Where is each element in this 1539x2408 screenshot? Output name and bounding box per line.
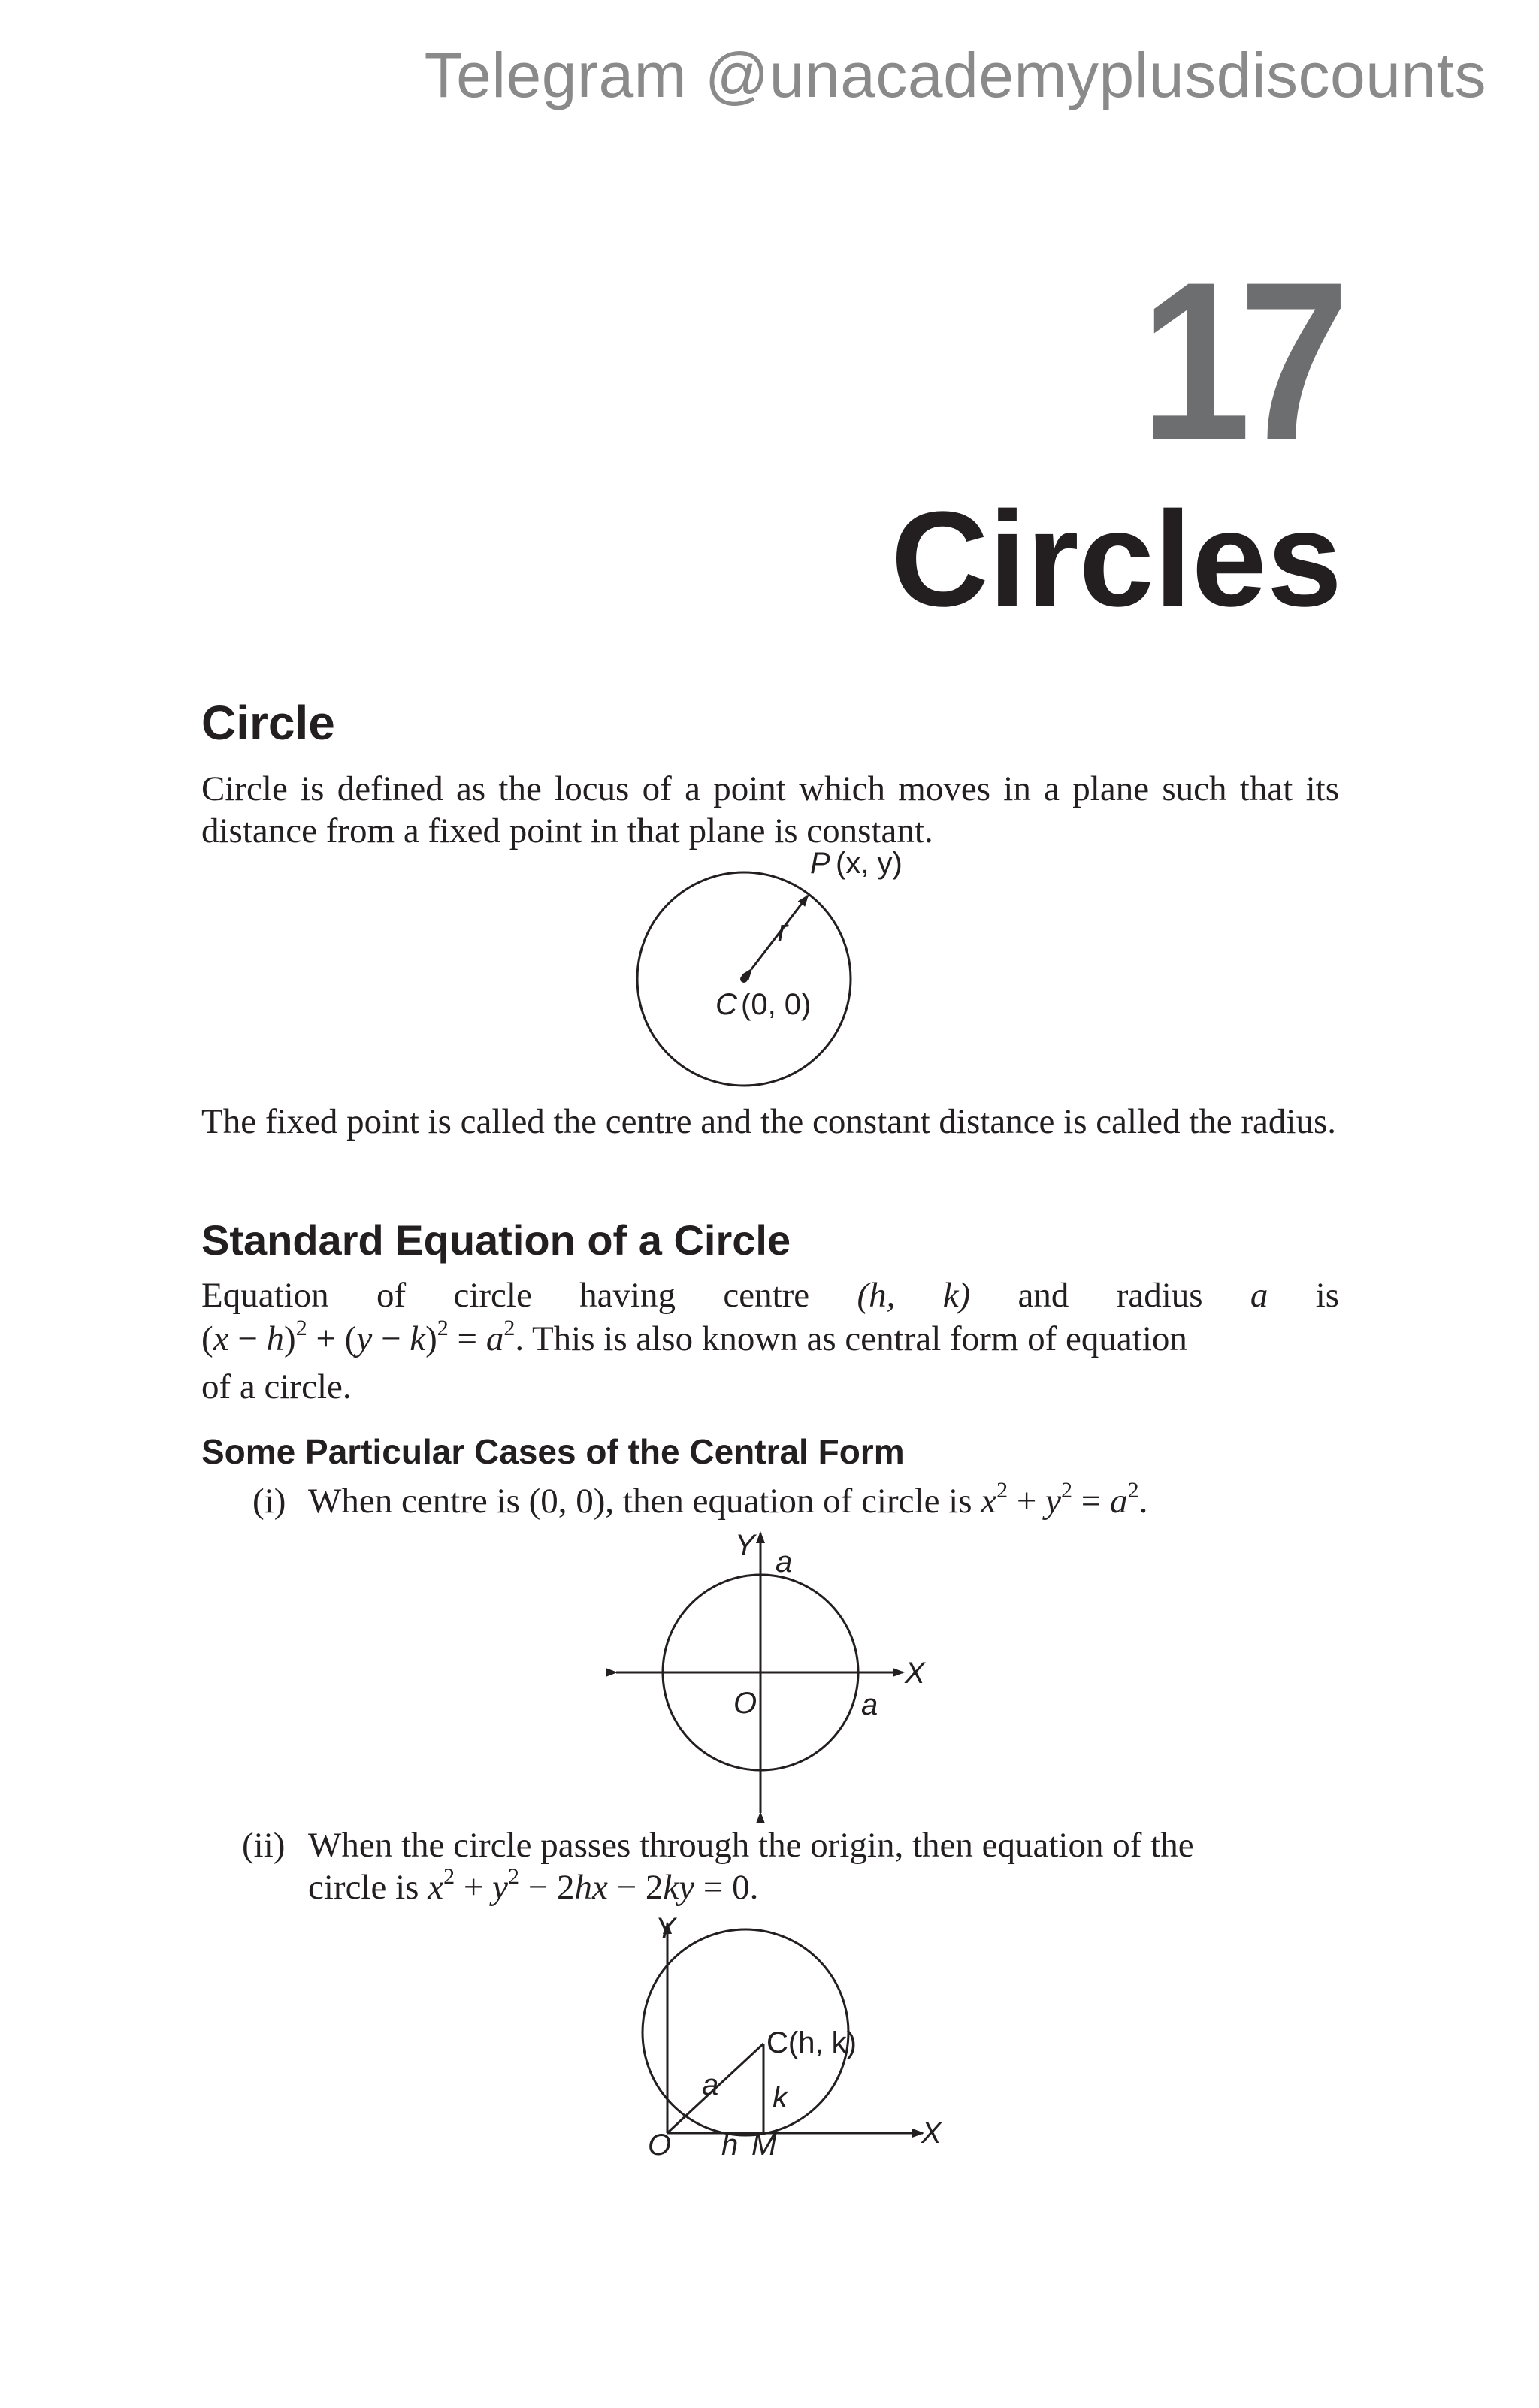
y-axis-label: Y — [655, 1912, 676, 1945]
m-label: M — [751, 2129, 777, 2162]
radius-right-label: a — [861, 1688, 878, 1721]
radius-top-label: a — [776, 1545, 793, 1579]
centre-label: C — [715, 988, 737, 1021]
figure-centre-at-origin — [609, 1525, 939, 1826]
section-heading-circle: Circle — [201, 696, 335, 750]
standard-equation-line1: Equation of circle having centre (h, k) and radius a is — [201, 1276, 1340, 1315]
centre-radius-definition: The fixed point is called the centre and the constant distance is called the radius. — [201, 1102, 1336, 1141]
radius-label: r — [778, 914, 788, 947]
centre-label: C(h, k) — [766, 2026, 857, 2059]
point-p-coords: (x, y) — [836, 847, 903, 880]
section-heading-standard-equation: Standard Equation of a Circle — [201, 1216, 791, 1264]
x-axis-label: X — [905, 1657, 925, 1690]
standard-equation-line2: $(x - h)^2 + (y - k)^2 = a^2$. This is also known as central form of equation — [201, 1316, 1187, 1358]
centre-coords: (0, 0) — [741, 988, 812, 1021]
point-p-label: P — [810, 847, 830, 880]
section-heading-particular-cases: Some Particular Cases of the Central Form — [201, 1432, 905, 1471]
radius-label: a — [702, 2068, 719, 2101]
case-2-line2: circle is $x^2 + y^2 - 2hx - 2ky = 0$. — [308, 1864, 759, 1907]
figure-circle-definition — [616, 847, 917, 1097]
h-label: h — [721, 2129, 739, 2162]
watermark: Telegram @unacademyplusdiscounts — [424, 40, 1486, 110]
circle-definition: Circle is defined as the locus of a point which moves in a plane such that its distance from a fixed point in that plane is constant. — [201, 769, 1339, 851]
case-2-number: (ii) — [242, 1826, 286, 1865]
origin-label: O — [733, 1687, 757, 1720]
origin-label: O — [648, 2129, 672, 2162]
k-label: k — [773, 2081, 788, 2114]
chapter-number: 17 — [1141, 234, 1338, 487]
case-1-text: When centre is (0, 0), then equation of circle is $x^2 + y^2 = a^2$. — [308, 1478, 1148, 1521]
case-2-line1: When the circle passes through the origin, then equation of the — [308, 1826, 1194, 1865]
x-axis-label: X — [921, 2116, 942, 2150]
figure-circle-through-origin — [639, 1912, 954, 2171]
y-axis-label: Y — [735, 1529, 755, 1562]
centre-dot — [740, 975, 748, 983]
chapter-title: Circles — [890, 484, 1342, 635]
case-1-number: (i) — [252, 1482, 286, 1521]
standard-equation-line3: of a circle. — [201, 1367, 352, 1406]
